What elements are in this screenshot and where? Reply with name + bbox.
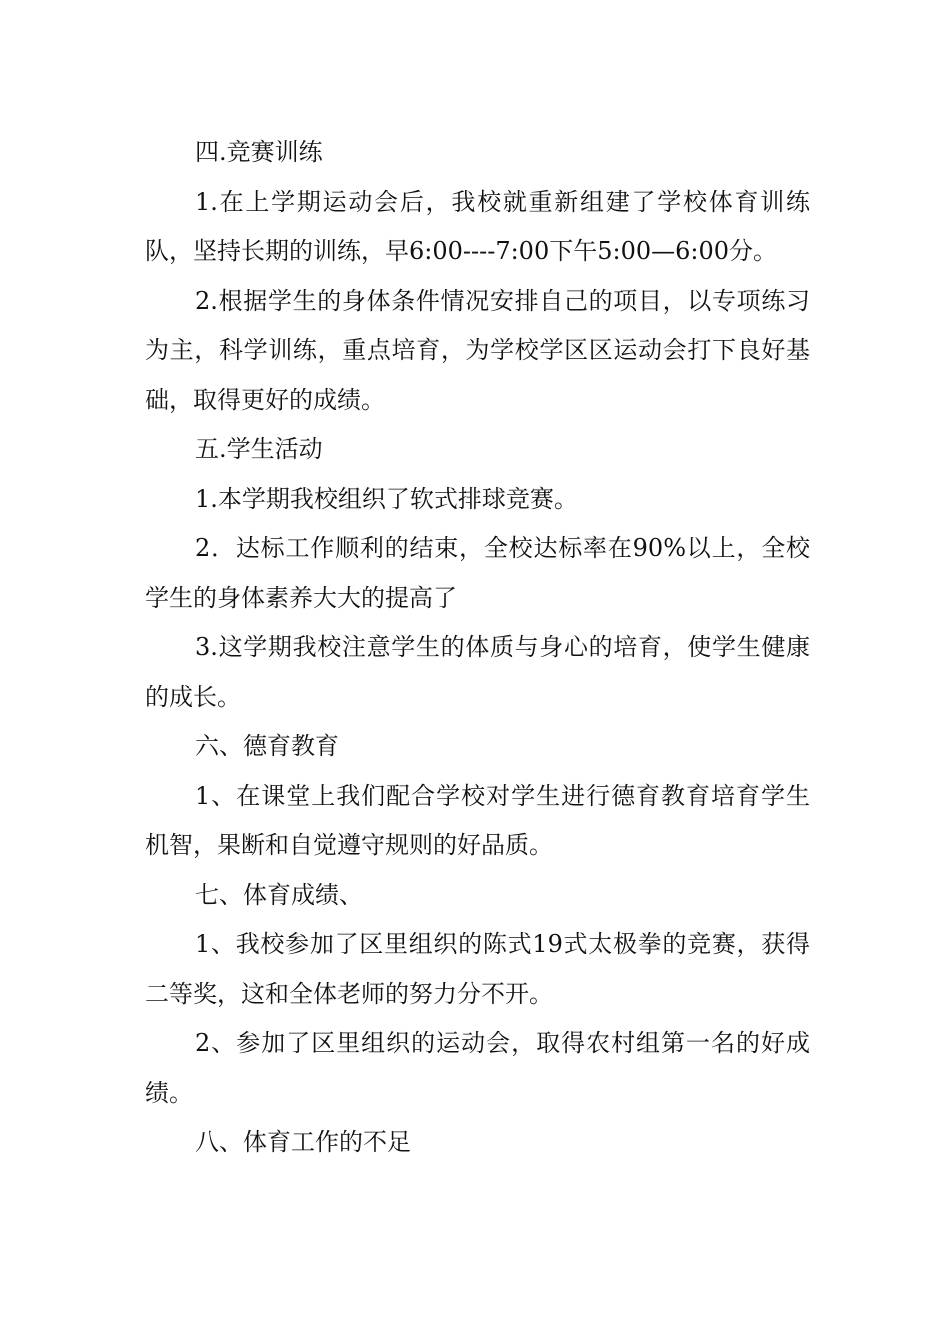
paragraph-sports-meet-result: 2、参加了区里组织的运动会，取得农村组第一名的好成绩。	[145, 1029, 810, 1107]
section-heading-sports-results: 七、体育成绩、	[195, 880, 363, 909]
paragraph-physical-health: 3.这学期我校注意学生的体质与身心的培育，使学生健康的成长。	[145, 633, 810, 711]
section-heading-competition-training: 四.竞赛训练	[195, 138, 323, 166]
paragraph-volleyball-competition: 1.本学期我校组织了软式排球竞赛。	[195, 484, 578, 513]
paragraph-training-team: 1.在上学期运动会后，我校就重新组建了学校体育训练队，坚持长期的训练，早6:00----7:00下午5:00—6:00分。	[145, 187, 810, 265]
document-body	[145, 128, 810, 1168]
section-heading-student-activities: 五.学生活动	[195, 435, 323, 463]
paragraph-event-arrangement: 2.根据学生的身体条件情况安排自己的项目，以专项练习为主，科学训练，重点培育，为学校学区区运动会打下良好基础，取得更好的成绩。	[145, 286, 810, 414]
paragraph-fitness-standard: 2．达标工作顺利的结束，全校达标率在90%以上，全校学生的身体素养大大的提高了	[145, 534, 810, 612]
section-heading-moral-education: 六、德育教育	[195, 732, 339, 760]
section-heading-shortcomings: 八、体育工作的不足	[195, 1128, 411, 1156]
paragraph-moral-education: 1、在课堂上我们配合学校对学生进行德育教育培育学生机智，果断和自觉遵守规则的好品质。	[145, 781, 810, 859]
paragraph-taichi-award: 1、我校参加了区里组织的陈式19式太极拳的竞赛，获得二等奖，这和全体老师的努力分不开。	[145, 930, 810, 1008]
